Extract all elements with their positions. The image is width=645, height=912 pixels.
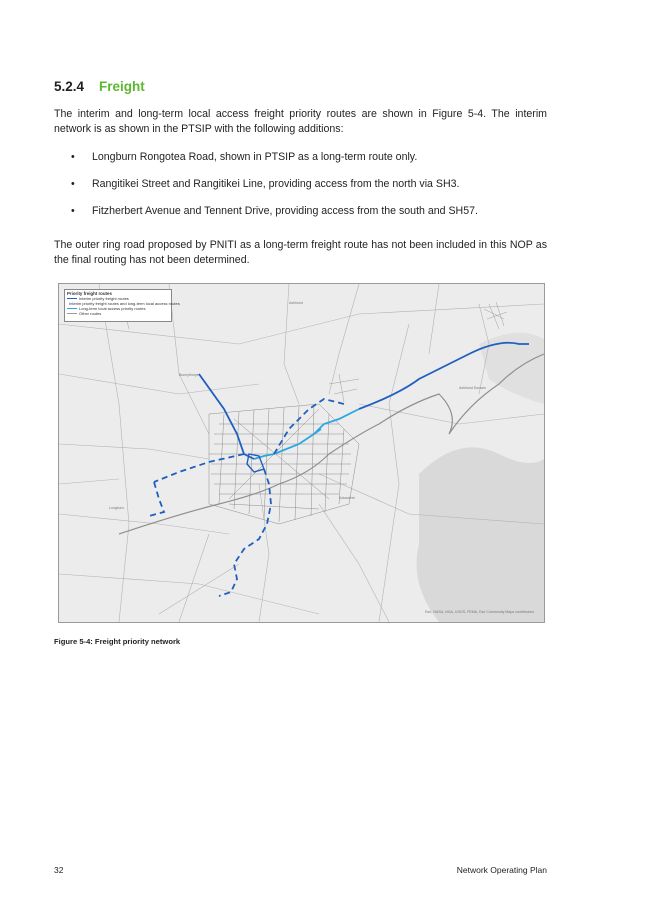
freight-priority-map [58,283,545,623]
legend-swatch-other [67,313,77,314]
list-item-text: Longburn Rongotea Road, shown in PTSIP as a long-term route only. [92,151,418,163]
list-item [54,150,547,177]
hill-terrain [417,447,545,622]
map-legend [64,289,180,322]
legend-title: Priority freight routes [67,291,112,296]
outro-paragraph: The outer ring road proposed by PNITI as a long-term freight route has not been included in this NOP as the final routing has not been determined. [54,239,547,266]
list-item [54,204,547,231]
section-heading [54,79,145,94]
bullet-icon: • [71,151,75,163]
bullet-icon: • [71,178,75,190]
legend-label: Other routes [79,311,102,316]
legend-label: Interim priority freight routes and long-term local access routes [69,301,180,306]
additions-list [54,150,547,231]
legend-swatch-interim [67,298,77,299]
svg-text:Ashhurst Domain: Ashhurst Domain [459,386,486,390]
intro-paragraph: The interim and long-term local access freight priority routes are shown in Figure 5-4. The interim network is as shown in the PTSIP with the following additions: [54,108,547,135]
figure-caption: Figure 5-4: Freight priority network [54,637,181,646]
page-number: 32 [54,865,64,875]
list-item-text: Fitzherbert Avenue and Tennent Drive, providing access from the south and SH57. [92,205,478,217]
legend-swatch-longterm [67,308,77,309]
interim-longterm-route [149,399,344,596]
section-number: 5.2.4 [54,79,85,94]
settlement-streets [119,302,507,402]
map-attribution: Esri, NASA, NGA, USGS, FEMA, Esri Community Maps contributors [425,610,534,614]
bullet-icon: • [71,205,75,217]
svg-text:Aokautere: Aokautere [339,496,355,500]
interim-route [199,374,254,459]
svg-text:Longburn: Longburn [109,506,124,510]
legend-label: Interim priority freight routes [79,296,129,301]
list-item-text: Rangitikei Street and Rangitikei Line, providing access from the north via SH3. [92,178,460,190]
list-item [54,177,547,204]
legend-label: Long-term local access priority routes [79,306,146,311]
svg-text:Ashhurst: Ashhurst [289,301,303,305]
svg-text:Bunnythorpe: Bunnythorpe [179,373,199,377]
section-title: Freight [99,79,145,94]
legend-item [67,311,169,316]
map-canvas [59,284,544,622]
document-title: Network Operating Plan [456,865,547,875]
